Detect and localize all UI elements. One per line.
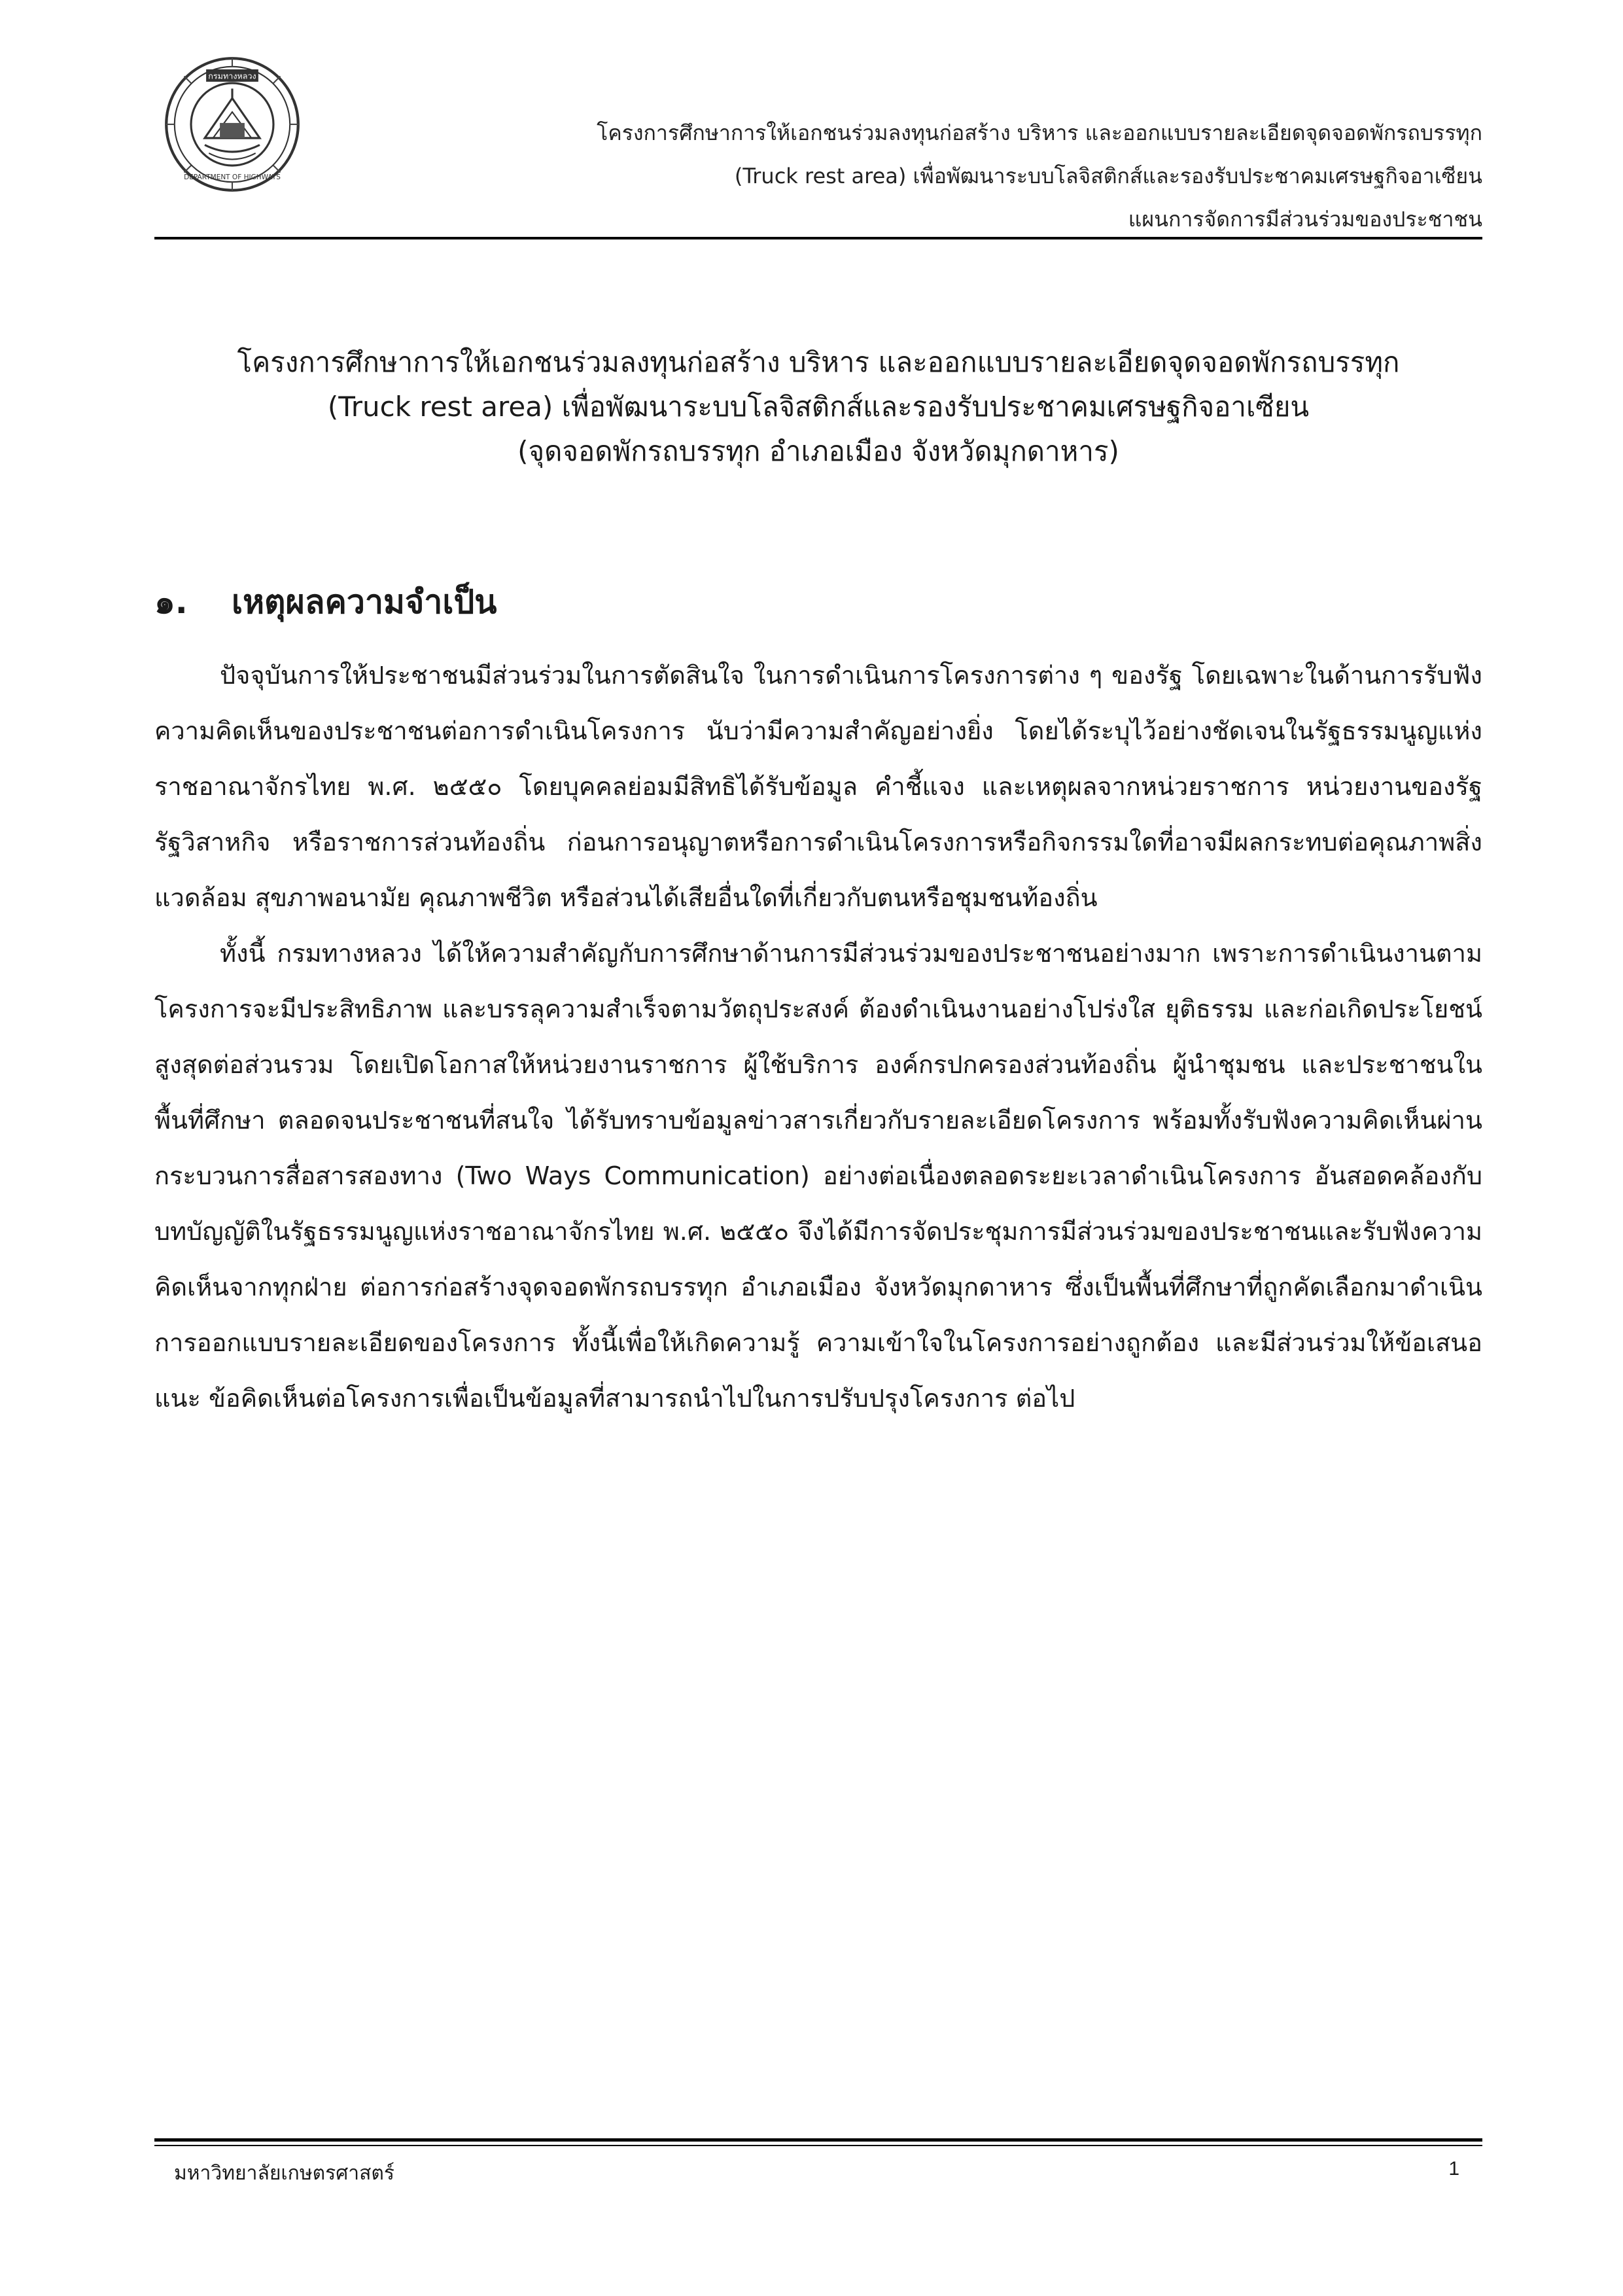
- running-header-line-2: (Truck rest area) เพื่อพัฒนาระบบโลจิสติกส์และรองรับประชาคมเศรษฐกิจอาเซียน: [734, 164, 1482, 188]
- running-header-line-1: โครงการศึกษาการให้เอกชนร่วมลงทุนก่อสร้าง บริหาร และออกแบบรายละเอียดจุดจอดพักรถบรรทุก: [597, 120, 1482, 145]
- paragraph-1: ปัจจุบันการให้ประชาชนมีส่วนร่วมในการตัดสินใจ ในการดำเนินการโครงการต่าง ๆ ของรัฐ โดยเฉพาะในด้านการรับฟังความคิดเห็นของประชาชนต่อการดำเนินโครงการ นับว่ามีความสำคัญอย่างยิ่ง โดยได้ระบุไว้อย่างชัดเจนในรัฐธรรมนูญแห่งราชอาณาจักรไทย พ.ศ. ๒๕๕๐ โดยบุคคลย่อมมีสิทธิได้รับข้อมูล คำชี้แจง และเหตุผลจากหน่วยราชการ หน่วยงานของรัฐ รัฐวิสาหกิจ หรือราชการส่วนท้องถิ่น ก่อนการอนุญาตหรือการดำเนินโครงการหรือกิจกรรมใดที่อาจมีผลกระทบต่อคุณภาพสิ่งแวดล้อม สุขภาพอนามัย คุณภาพชีวิต หรือส่วนได้เสียอื่นใดที่เกี่ยวกับตนหรือชุมชนท้องถิ่น: [154, 661, 1482, 912]
- paragraph-2: ทั้งนี้ กรมทางหลวง ได้ให้ความสำคัญกับการศึกษาด้านการมีส่วนร่วมของประชาชนอย่างมาก เพราะการดำเนินงานตามโครงการจะมีประสิทธิภาพ และบรรลุความสำเร็จตามวัตถุประสงค์ ต้องดำเนินงานอย่างโปร่งใส ยุติธรรม และก่อเกิดประโยชน์สูงสุดต่อส่วนรวม โดยเปิดโอกาสให้หน่วยงานราชการ ผู้ใช้บริการ องค์กรปกครองส่วนท้องถิ่น ผู้นำชุมชน และประชาชนในพื้นที่ศึกษา ตลอดจนประชาชนที่สนใจ ได้รับทราบข้อมูลข่าวสารเกี่ยวกับรายละเอียดโครงการ พร้อมทั้งรับฟังความคิดเห็นผ่านกระบวนการสื่อสารสองทาง (Two Ways Communication) อย่างต่อเนื่องตลอดระยะเวลาดำเนินโครงการ อันสอดคล้องกับบทบัญญัติในรัฐธรรมนูญแห่งราชอาณาจักรไทย พ.ศ. ๒๕๕๐ จึงได้มีการจัดประชุมการมีส่วนร่วมของประชาชนและรับฟังความคิดเห็นจากทุกฝ่าย ต่อการก่อสร้างจุดจอดพักรถบรรทุก อำเภอเมือง จังหวัดมุกดาหาร ซึ่งเป็นพื้นที่ศึกษาที่ถูกคัดเลือกมาดำเนินการออกแบบรายละเอียดของโครงการ ทั้งนี้เพื่อให้เกิดความรู้ ความเข้าใจในโครงการอย่างถูกต้อง และมีส่วนร่วมให้ข้อเสนอแนะ ข้อคิดเห็นต่อโครงการเพื่อเป็นข้อมูลที่สามารถนำไปในการปรับปรุงโครงการ ต่อไป: [154, 939, 1482, 1413]
- document-title: [154, 340, 1482, 474]
- document-title-line-2: (Truck rest area) เพื่อพัฒนาระบบโลจิสติกส์และรองรับประชาคมเศรษฐกิจอาเซียน: [327, 391, 1310, 423]
- section-heading: [154, 576, 497, 628]
- section-body: [154, 648, 1482, 1426]
- logo-bottom-text: DEPARTMENT OF HIGHWAYS: [184, 173, 281, 181]
- document-title-line-1: โครงการศึกษาการให้เอกชนร่วมลงทุนก่อสร้าง บริหาร และออกแบบรายละเอียดจุดจอดพักรถบรรทุก: [237, 346, 1400, 378]
- page-number: 1: [1448, 2158, 1459, 2180]
- logo-top-text: กรมทางหลวง: [208, 71, 256, 81]
- footer-organization: มหาวิทยาลัยเกษตรศาสตร์: [174, 2162, 394, 2185]
- section-heading-text: เหตุผลความจำเป็น: [232, 583, 497, 621]
- document-title-line-3: (จุดจอดพักรถบรรทุก อำเภอเมือง จังหวัดมุกดาหาร): [517, 435, 1119, 467]
- page-footer: [154, 2138, 1482, 2217]
- footer-divider-thin: [154, 2145, 1482, 2146]
- page-header: [0, 0, 1623, 249]
- running-header: [597, 111, 1482, 241]
- footer-divider-thick: [154, 2138, 1482, 2142]
- section-number: ๑.: [154, 583, 188, 621]
- department-of-highways-logo: [164, 56, 301, 193]
- header-divider: [154, 237, 1482, 239]
- running-header-line-3: แผนการจัดการมีส่วนร่วมของประชาชน: [1128, 207, 1482, 232]
